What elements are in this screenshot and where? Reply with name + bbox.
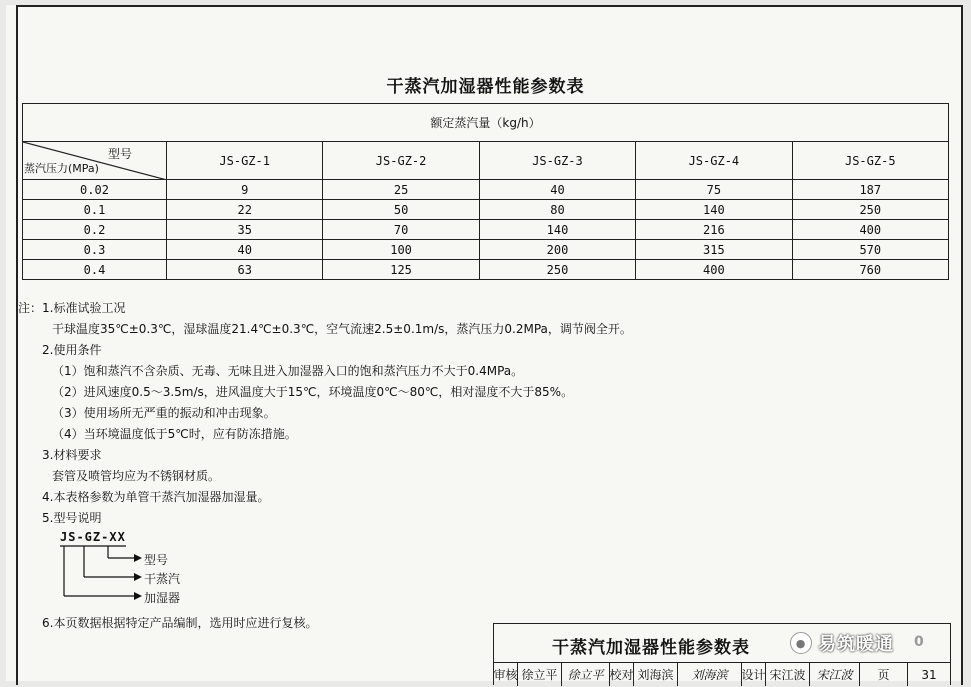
model-header: JS-GZ-2	[323, 142, 479, 180]
value-cell: 200	[479, 240, 635, 260]
value-cell: 187	[792, 180, 948, 200]
model-header: JS-GZ-1	[167, 142, 323, 180]
value-cell: 570	[792, 240, 948, 260]
value-cell: 400	[636, 260, 792, 280]
value-cell: 35	[167, 220, 323, 240]
value-cell: 70	[323, 220, 479, 240]
note-1-title: 1.标准试验工况	[42, 301, 126, 315]
value-cell: 100	[323, 240, 479, 260]
note-2-item: （3）使用场所无严重的振动和冲击现象。	[52, 406, 276, 420]
title-block-header	[494, 624, 950, 663]
table-row	[23, 260, 949, 280]
value-cell: 80	[479, 200, 635, 220]
pressure-cell: 0.2	[23, 220, 167, 240]
note-2-item: （4）当环境温度低于5℃时，应有防冻措施。	[52, 427, 297, 441]
note-6: 6.本页数据根据特定产品编制，选用时应进行复核。	[42, 616, 318, 630]
table-row	[23, 180, 949, 200]
value-cell: 63	[167, 260, 323, 280]
page-label: 页	[860, 663, 908, 686]
value-cell: 22	[167, 200, 323, 220]
model-header: JS-GZ-3	[479, 142, 635, 180]
group-header: 额定蒸汽量（kg/h）	[23, 104, 949, 142]
value-cell: 250	[479, 260, 635, 280]
value-cell: 9	[167, 180, 323, 200]
title-block-title: 干蒸汽加湿器性能参数表	[552, 638, 750, 658]
designer-signature: 宋江波	[810, 663, 860, 686]
value-cell: 760	[792, 260, 948, 280]
wechat-logo-icon: ●	[790, 632, 812, 654]
value-cell: 125	[323, 260, 479, 280]
check-label: 校对	[610, 663, 634, 686]
table-header-row	[23, 142, 949, 180]
checker-name: 刘海滨	[634, 663, 678, 686]
design-label: 设计	[742, 663, 766, 686]
performance-table	[22, 103, 949, 280]
reviewer-signature: 徐立平	[562, 663, 610, 686]
value-cell: 400	[792, 220, 948, 240]
value-cell: 40	[479, 180, 635, 200]
notes-prefix: 注：	[18, 301, 43, 315]
watermark-text: 易筑暖通	[818, 634, 894, 655]
value-cell: 50	[323, 200, 479, 220]
note-2-title: 2.使用条件	[42, 343, 102, 357]
value-cell: 25	[323, 180, 479, 200]
model-header: JS-GZ-4	[636, 142, 792, 180]
model-code-label: 干蒸汽	[144, 572, 181, 586]
value-cell: 140	[479, 220, 635, 240]
value-cell: 315	[636, 240, 792, 260]
value-cell: 40	[167, 240, 323, 260]
note-4: 4.本表格参数为单管干蒸汽加湿器加湿量。	[42, 490, 270, 504]
value-cell: 250	[792, 200, 948, 220]
note-2-item: （2）进风速度0.5～3.5m/s，进风温度大于15℃，环境温度0℃～80℃，相对湿度不大于85%。	[52, 385, 574, 399]
title-block-signatures	[494, 663, 950, 686]
pressure-cell: 0.1	[23, 200, 167, 220]
corner-pressure-label: 蒸汽压力(MPa)	[24, 162, 99, 175]
designer-name: 宋江波	[766, 663, 810, 686]
title-block	[493, 623, 951, 685]
table-row	[23, 220, 949, 240]
page-number: 31	[921, 667, 937, 682]
model-header: JS-GZ-5	[792, 142, 948, 180]
value-cell: 75	[636, 180, 792, 200]
table-group-header-row	[23, 104, 949, 142]
pressure-cell: 0.3	[23, 240, 167, 260]
atlas-number: 0	[914, 634, 925, 650]
corner-model-label: 型号	[107, 147, 132, 161]
model-code-diagram	[60, 530, 240, 610]
checker-signature: 刘海滨	[678, 663, 742, 686]
table-row	[23, 200, 949, 220]
page-title: 干蒸汽加湿器性能参数表	[386, 77, 585, 97]
review-label: 审核	[494, 663, 518, 686]
note-3-title: 3.材料要求	[42, 448, 102, 462]
pressure-cell: 0.02	[23, 180, 167, 200]
note-3-body: 套管及喷管均应为不锈钢材质。	[52, 469, 221, 483]
model-code-label: 加湿器	[144, 591, 181, 605]
reviewer-name: 徐立平	[518, 663, 562, 686]
watermark	[790, 630, 894, 656]
pressure-cell: 0.4	[23, 260, 167, 280]
note-heading	[18, 298, 632, 319]
note-1-body: 干球温度35℃±0.3℃，湿球温度21.4℃±0.3℃，空气流速2.5±0.1m/s，蒸汽压力0.2MPa，调节阀全开。	[52, 322, 632, 336]
value-cell: 216	[636, 220, 792, 240]
note-2-item: （1）饱和蒸汽不含杂质、无毒、无味且进入加湿器入口的饱和蒸汽压力不大于0.4MPa。	[52, 364, 524, 378]
model-code: JS-GZ-XX	[60, 530, 126, 544]
note-5-title: 5.型号说明	[42, 511, 102, 525]
corner-header	[23, 142, 167, 180]
model-code-label: 型号	[144, 553, 169, 567]
table-row	[23, 240, 949, 260]
value-cell: 140	[636, 200, 792, 220]
